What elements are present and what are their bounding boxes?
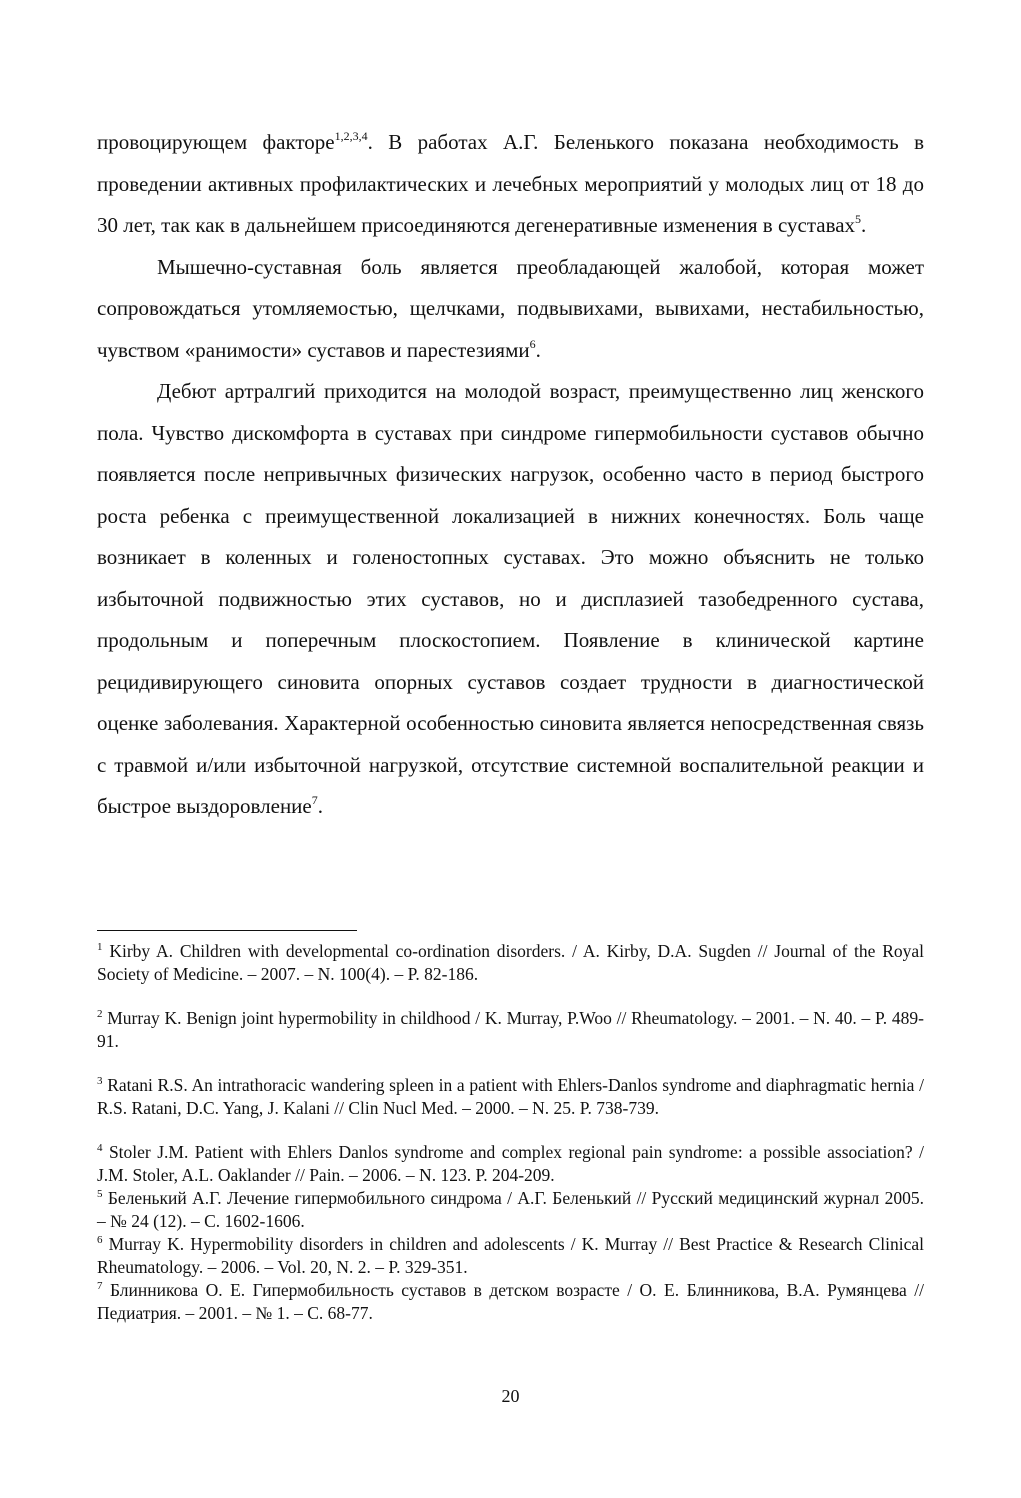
footnotes [97,940,924,1325]
footnote-text: Kirby A. Children with developmental co-ordination disorders. / A. Kirby, D.A. Sugden // Journal of the Royal Society of Medicine. – 2007. – N. 100(4). – P. 82-186. [97,941,924,984]
footnote-text: Беленький А.Г. Лечение гипермобильного синдрома / А.Г. Беленький // Русский медицинский журнал 2005. – № 24 (12). – С. 1602-1606. [97,1188,924,1231]
footnote-number: 3 [97,1075,103,1087]
paragraph-3-text-a: Дебют артралгий приходится на молодой возраст, преимущественно лиц женского пола. Чувство дискомфорта в суставах при синдроме гипермобильности суставов обычно появляется после непривычных физических нагрузок, особенно часто в период быстрого роста ребенка с преимущественной локализацией в нижних конечностях. Боль чаще возникает в коленных и голеностопных суставах. Это можно объяснить не только избыточной подвижностью этих суставов, но и дисплазией тазобедренного сустава, продольным и поперечным плоскостопием. Появление в клинической картине рецидивирующего синовита опорных суставов создает трудности в диагностической оценке заболевания. Характерной особенностью синовита является непосредственная связь с травмой и/или избыточной нагрузкой, отсутствие системной воспалительной реакции и быстрое выздоровление [97,379,924,818]
paragraph-1 [97,122,924,247]
footnote-3 [97,1074,924,1120]
footnote-number: 1 [97,941,103,953]
footnote-ref-6: 6 [529,336,536,351]
footnote-text: Ratani R.S. An intrathoracic wandering spleen in a patient with Ehlers-Danlos syndrome and diaphragmatic hernia / R.S. Ratani, D.C. Yang, J. Kalani // Clin Nucl Med. – 2000. – N. 25. P. 738-739. [97,1075,924,1118]
footnote-text: Блинникова О. Е. Гипермобильность суставов в детском возрасте / О. Е. Блинникова, В.А. Румянцева // Педиатрия. – 2001. – № 1. – С. 68-77. [97,1280,924,1323]
footnote-6 [97,1233,924,1279]
footnote-ref-5: 5 [855,212,862,226]
paragraph-2-text-b: . [535,337,541,362]
paragraph-1-text-b: . В работах А.Г. Беленького показана необходимость в проведении активных профилактических и лечебных мероприятий у молодых лиц от 18 до 30 лет, так как в дальнейшем присоединяются дегенеративные изменения в суставах [97,130,924,237]
footnote-7 [97,1279,924,1325]
footnote-4 [97,1141,924,1187]
paragraph-1-text-c: . [861,213,867,237]
footnote-number: 2 [97,1008,103,1020]
footnote-1 [97,940,924,986]
footnote-separator [97,930,357,931]
footnote-number: 4 [97,1142,103,1154]
footnote-2 [97,1007,924,1053]
body-text [97,122,924,828]
footnote-text: Murray K. Benign joint hypermobility in childhood / K. Murray, P.Woo // Rheumatology. – 2001. – N. 40. – P. 489-91. [97,1008,924,1051]
paragraph-3 [97,371,924,828]
footnote-text: Murray K. Hypermobility disorders in children and adolescents / K. Murray // Best Practice & Research Clinical Rheumatology. – 2006. – Vol. 20, N. 2. – P. 329-351. [97,1234,924,1277]
paragraph-1-text-a: провоцирующем факторе [97,130,335,154]
paragraph-2 [97,247,924,372]
footnote-number: 6 [97,1234,103,1246]
paragraph-2-text-a: Мышечно-суставная боль является преобладающей жалобой, которая может сопровождаться утомляемостью, щелчками, подвывихами, вывихами, нестабильностью, чувством «ранимости» суставов и парестезиями [97,254,924,362]
paragraph-3-text-b: . [317,794,323,818]
footnote-ref-7: 7 [311,793,318,807]
footnote-number: 7 [97,1280,103,1292]
page-number: 20 [501,1386,520,1406]
footnote-text: Stoler J.M. Patient with Ehlers Danlos syndrome and complex regional pain syndrome: a possible association? / J.M. Stoler, A.L. Oaklander // Pain. – 2006. – N. 123. P. 204-209. [97,1142,924,1185]
footnote-number: 5 [97,1188,103,1200]
footnote-5 [97,1187,924,1233]
footnote-ref-1-4: 1,2,3,4 [334,129,368,143]
